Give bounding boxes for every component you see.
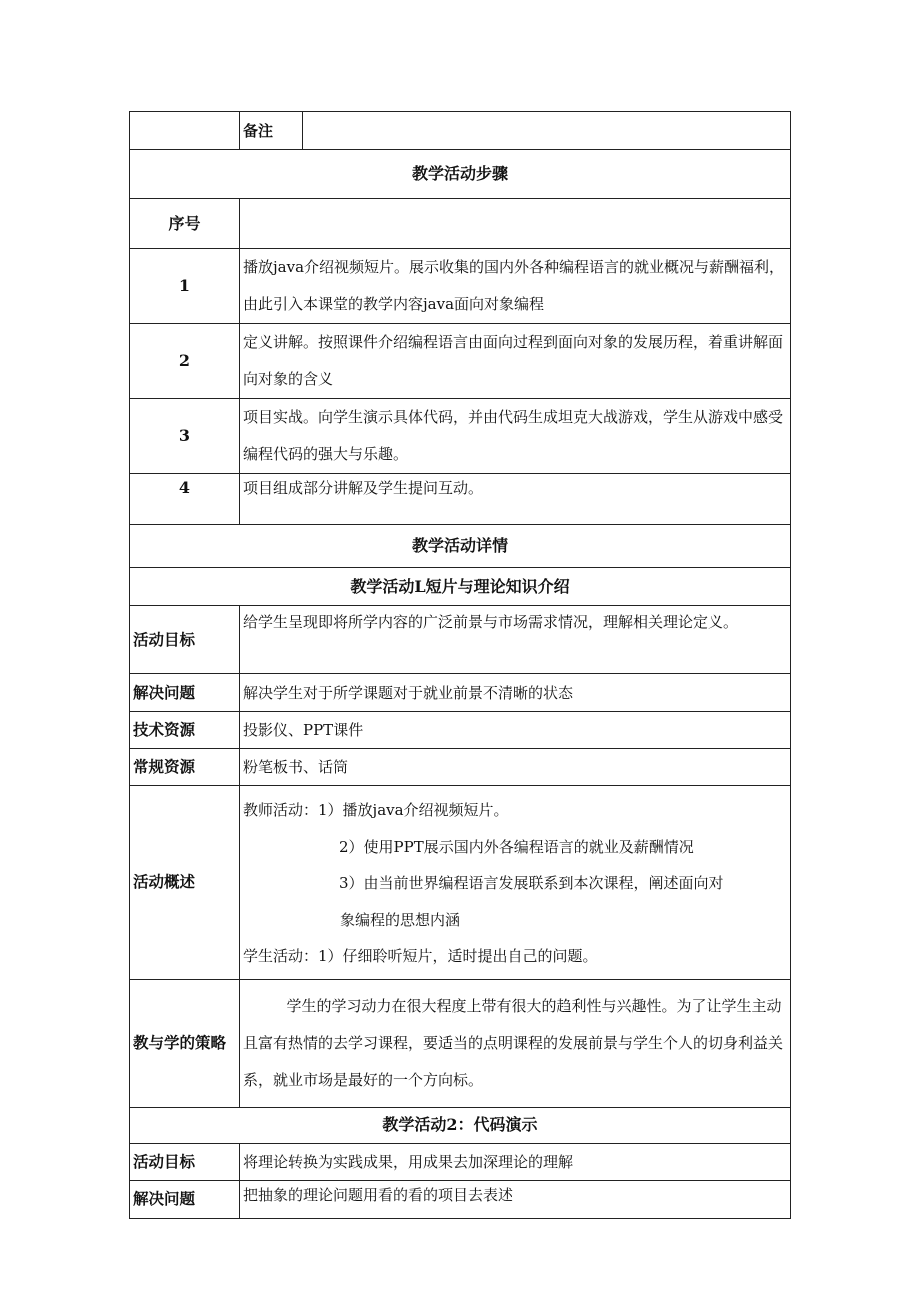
- remarks-value: [303, 112, 791, 150]
- teacher-activity-3-cont: 象编程的思想内涵: [340, 910, 461, 929]
- steps-header-row: [130, 199, 791, 249]
- activity2-problem-row: [130, 1180, 791, 1218]
- step-index: 4: [130, 474, 240, 525]
- step-row: [130, 474, 791, 525]
- steps-title-row: [130, 150, 791, 199]
- teacher-activity-1: 教师活动：1）播放java介绍视频短片。: [243, 801, 509, 819]
- activity1-overview-row: [130, 786, 791, 980]
- activity1-title-row: [130, 568, 791, 606]
- teacher-activity-2: 2）使用PPT展示国内外各编程语言的就业及薪酬情况: [339, 837, 694, 856]
- step-text: 项目实战。向学生演示具体代码，并由代码生成坦克大战游戏，学生从游戏中感受编程代码的强大与乐趣。: [240, 399, 791, 474]
- details-title-row: [130, 525, 791, 568]
- tech-text: 投影仪、PPT课件: [240, 712, 791, 749]
- overview-label: 活动概述: [130, 786, 240, 980]
- activity1-regular-row: [130, 749, 791, 786]
- activity2-title-row: [130, 1107, 791, 1143]
- problem-label: 解决问题: [130, 674, 240, 712]
- step-index: 3: [130, 399, 240, 474]
- problem-text: 把抽象的理论问题用看的看的项目去表述: [240, 1180, 791, 1218]
- activity1-problem-row: [130, 674, 791, 712]
- remarks-row: [130, 112, 791, 150]
- overview-text: [240, 786, 791, 980]
- activity2-goal-row: [130, 1143, 791, 1180]
- step-text: 定义讲解。按照课件介绍编程语言由面向过程到面向对象的发展历程，着重讲解面向对象的含义: [240, 324, 791, 399]
- lesson-plan-table: [129, 111, 791, 1219]
- activity1-strategy-row: [130, 979, 791, 1107]
- strategy-label: 教与学的策略: [130, 979, 240, 1107]
- remarks-label: 备注: [240, 112, 303, 150]
- step-row: [130, 399, 791, 474]
- steps-section-title: 教学活动步骤: [130, 150, 791, 199]
- step-row: [130, 249, 791, 324]
- remarks-blank-cell: [130, 112, 240, 150]
- activity1-goal-row: [130, 606, 791, 674]
- content-header: [240, 199, 791, 249]
- goal-label: 活动目标: [130, 606, 240, 674]
- activity1-title: 教学活动L短片与理论知识介绍: [130, 568, 791, 606]
- tech-label: 技术资源: [130, 712, 240, 749]
- goal-text: 给学生呈现即将所学内容的广泛前景与市场需求情况，理解相关理论定义。: [240, 606, 791, 674]
- strategy-text: 学生的学习动力在很大程度上带有很大的趋利性与兴趣性。为了让学生主动且富有热情的去学习课程，要适当的点明课程的发展前景与学生个人的切身利益关系，就业市场是最好的一个方向标。: [240, 979, 791, 1107]
- activity2-title: 教学活动2：代码演示: [130, 1107, 791, 1143]
- activity1-tech-row: [130, 712, 791, 749]
- regular-text: 粉笔板书、话筒: [240, 749, 791, 786]
- regular-label: 常规资源: [130, 749, 240, 786]
- lesson-plan-sheet: [129, 111, 790, 1219]
- student-activity: 学生活动：1）仔细聆听短片，适时提出自己的问题。: [243, 947, 598, 965]
- step-text: 播放java介绍视频短片。展示收集的国内外各种编程语言的就业概况与薪酬福利，由此引入本课堂的教学内容java面向对象编程: [240, 249, 791, 324]
- goal-label: 活动目标: [130, 1143, 240, 1180]
- problem-label: 解决问题: [130, 1180, 240, 1218]
- step-index: 2: [130, 324, 240, 399]
- step-row: [130, 324, 791, 399]
- details-section-title: 教学活动详情: [130, 525, 791, 568]
- problem-text: 解决学生对于所学课题对于就业前景不清晰的状态: [240, 674, 791, 712]
- index-header: 序号: [130, 199, 240, 249]
- step-text: 项目组成部分讲解及学生提问互动。: [240, 474, 791, 525]
- step-index: 1: [130, 249, 240, 324]
- teacher-activity-3: 3）由当前世界编程语言发展联系到本次课程，阐述面向对: [339, 874, 724, 892]
- goal-text: 将理论转换为实践成果，用成果去加深理论的理解: [240, 1143, 791, 1180]
